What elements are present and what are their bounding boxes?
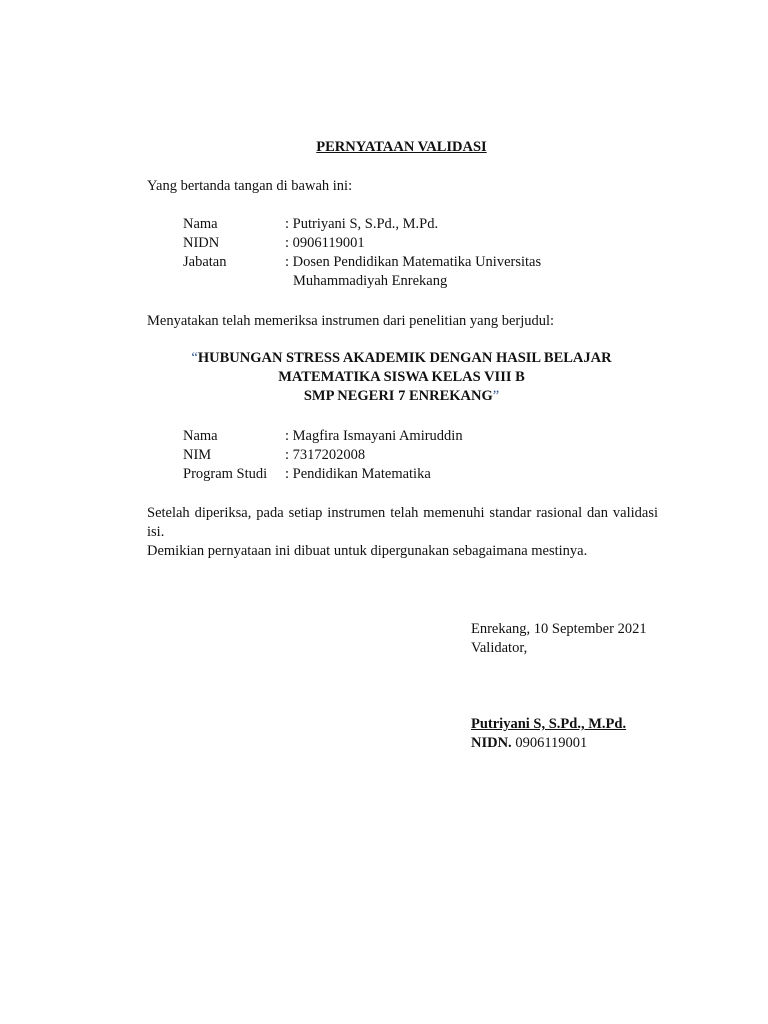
closing-paragraph: Setelah diperiksa, pada setiap instrumen telah memenuhi standar rasional dan validasi isi. — [147, 505, 658, 540]
validator-jabatan-label: Jabatan — [183, 254, 227, 270]
document-title: PERNYATAAN VALIDASI — [316, 139, 487, 155]
signer-nidn-value: 0906119001 — [511, 735, 588, 751]
signer-nidn — [471, 734, 587, 753]
student-nim-label: NIM — [183, 447, 212, 463]
open-quote: “ — [191, 350, 198, 366]
statement-text: Menyatakan telah memeriksa instrumen dari penelitian yang berjudul: — [147, 313, 555, 329]
student-program-label: Program Studi — [183, 466, 268, 482]
signer-nidn-label: NIDN. — [471, 735, 512, 751]
closing-final-line: Demikian pernyataan ini dibuat untuk dipergunakan sebagaimana mestinya. — [147, 543, 588, 559]
research-title-text-1: HUBUNGAN STRESS AKADEMIK DENGAN HASIL BELAJAR — [197, 350, 612, 366]
signer-name: Putriyani S, S.Pd., M.Pd. — [471, 716, 627, 732]
student-nim-value: : 7317202008 — [285, 447, 366, 463]
validator-jabatan-value-line2: Muhammadiyah Enrekang — [293, 273, 448, 289]
place-date: Enrekang, 10 September 2021 — [471, 621, 647, 637]
research-title-line1 — [0, 349, 768, 368]
student-name-label: Nama — [183, 428, 218, 444]
research-title-line2: MATEMATIKA SISWA KELAS VIII B — [278, 369, 525, 385]
validator-nidn-label: NIDN — [183, 235, 220, 251]
validator-jabatan-value: : Dosen Pendidikan Matematika Universitas — [285, 254, 542, 270]
research-title-text-3: SMP NEGERI 7 ENREKANG — [303, 388, 493, 404]
validator-name-label: Nama — [183, 216, 218, 232]
signature-role: Validator, — [471, 640, 528, 656]
research-title-line3 — [0, 387, 768, 406]
student-name-value: : Magfira Ismayani Amiruddin — [285, 428, 463, 444]
validator-name-value: : Putriyani S, S.Pd., M.Pd. — [285, 216, 439, 232]
validator-nidn-value: : 0906119001 — [285, 235, 365, 251]
student-program-value: : Pendidikan Matematika — [285, 466, 431, 482]
intro-text: Yang bertanda tangan di bawah ini: — [147, 178, 353, 194]
close-quote: ” — [492, 388, 500, 404]
